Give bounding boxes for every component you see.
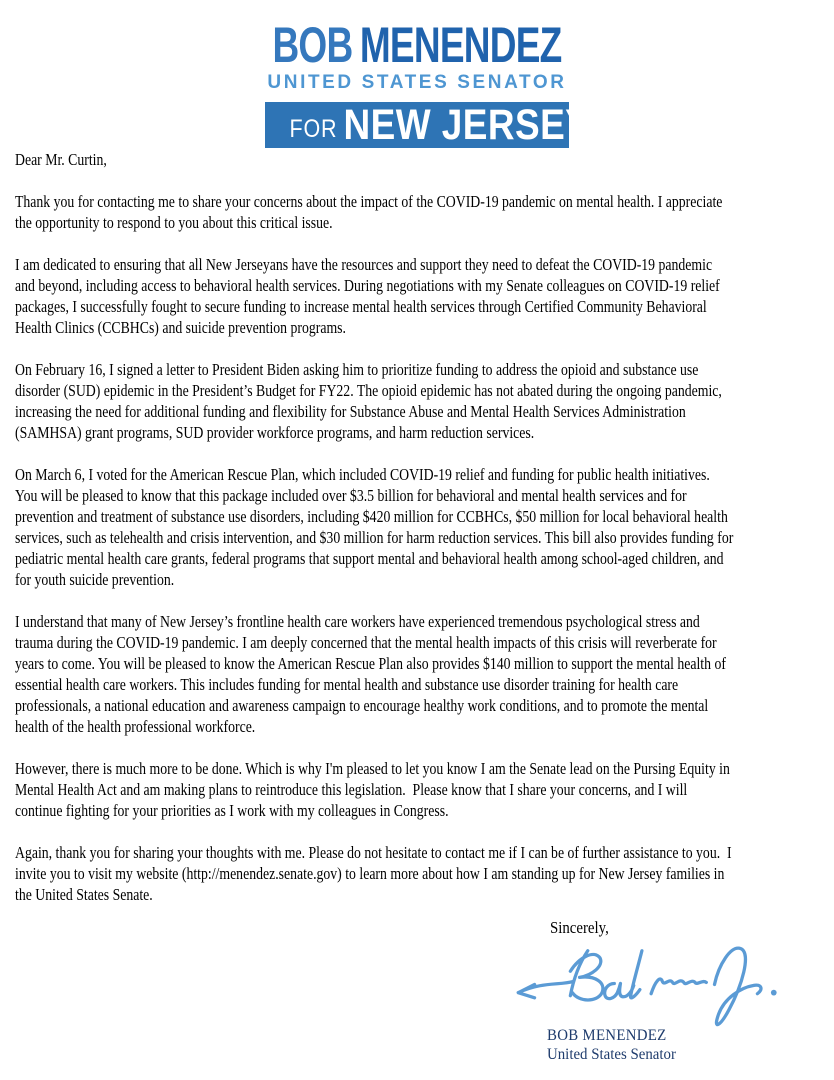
text-line: invite you to visit my website (http://menendez.senate.gov) to learn more about how I am standing up for New Jersey families in: [15, 864, 725, 883]
text-line: Health Clinics (CCBHCs) and suicide prevention programs.: [15, 318, 346, 337]
letterhead: [0, 17, 834, 149]
signer-block: [547, 1027, 686, 1064]
text-line: disorder (SUD) epidemic in the President’s Budget for FY22. The opioid epidemic has not abated during the ongoing pandemic,: [15, 381, 722, 400]
paragraph: [15, 359, 825, 443]
letterhead-first-name: BOB: [272, 17, 353, 73]
text-line: (SAMHSA) grant programs, SUD provider workforce programs, and harm reduction services.: [15, 423, 535, 442]
text-line: and beyond, including access to behavioral health services. During negotiations with my Senate colleagues on COVID-19 relief: [15, 276, 720, 295]
text-line: the opportunity to respond to you about this critical issue.: [15, 213, 333, 232]
text-line: However, there is much more to be done. Which is why I'm pleased to let you know I am the Senate lead on the Pursing Equity in: [15, 759, 730, 778]
signer-name: BOB MENENDEZ: [547, 1027, 667, 1044]
paragraph: [15, 842, 825, 905]
text-line: the United States Senate.: [15, 885, 153, 904]
letterhead-subtitle: UNITED STATES SENATOR: [267, 72, 567, 93]
text-line: I am dedicated to ensuring that all New Jerseyans have the resources and support they need to defeat the COVID-19 pandemic: [15, 255, 713, 274]
text-line: On February 16, I signed a letter to President Biden asking him to prioritize funding to address the opioid and substance use: [15, 360, 699, 379]
text-line: services, such as telehealth and crisis intervention, and $30 million for harm reduction services. This bill also provides funding for: [15, 528, 734, 547]
letter-body-wrap: [15, 149, 825, 926]
paragraph: [15, 464, 825, 590]
paragraph: [15, 758, 825, 821]
letterhead-last-name: MENENDEZ: [359, 17, 562, 73]
text-line: trauma during the COVID-19 pandemic. I am deeply concerned that the mental health impacts of this crisis will reverberate for: [15, 633, 717, 652]
paragraph: [15, 254, 825, 338]
closing-salutation: Sincerely,: [550, 918, 609, 937]
text-line: Again, thank you for sharing your thoughts with me. Please do not hesitate to contact me if I can be of further assistance to you. I: [15, 843, 732, 862]
letterhead-name: [108, 17, 725, 73]
greeting: Dear Mr. Curtin,: [15, 150, 107, 169]
text-line: increasing the need for additional funding and flexibility for Substance Abuse and Mental Health Services Administration: [15, 402, 686, 421]
text-line: packages, I successfully fought to secure funding to increase mental health services through Certified Community Behavioral: [15, 297, 707, 316]
signature-image: [508, 936, 784, 1034]
text-line: professionals, a national education and awareness campaign to encourage healthy work conditions, and to promote the mental: [15, 696, 709, 715]
text-line: Thank you for contacting me to share your concerns about the impact of the COVID-19 pandemic on mental health. I appreciate: [15, 192, 723, 211]
text-line: continue fighting for your priorities as I work with my colleagues in Congress.: [15, 801, 449, 820]
text-line: Mental Health Act and am making plans to reintroduce this legislation. Please know that I share your concerns, and I will: [15, 780, 688, 799]
letterhead-banner: [265, 101, 591, 149]
text-line: health of the health professional workforce.: [15, 717, 256, 736]
text-line: essential health care workers. This includes funding for mental health and substance use disorder training for health care: [15, 675, 679, 694]
text-line: for youth suicide prevention.: [15, 570, 175, 589]
text-line: pediatric mental health care grants, federal programs that support mental and behavioral health among school-aged children, and: [15, 549, 724, 568]
text-line: prevention and treatment of substance use disorders, including $420 million for CCBHCs, $50 million for local behavioral health: [15, 507, 728, 526]
paragraph: [15, 191, 825, 233]
text-line: On March 6, I voted for the American Rescue Plan, which included COVID-19 relief and funding for public health initiatives.: [15, 465, 710, 484]
text-line: I understand that many of New Jersey’s frontline health care workers have experienced tremendous psychological stress and: [15, 612, 700, 631]
banner-for-label: FOR: [289, 115, 338, 143]
banner-state-label: NEW JERSEY: [343, 101, 591, 149]
text-line: years to come. You will be pleased to know the American Rescue Plan also provides $140 million to support the mental health of: [15, 654, 726, 673]
paragraph: [15, 611, 825, 737]
letter-body: [15, 191, 825, 905]
text-line: You will be pleased to know that this package included over $3.5 billion for behavioral and mental health services and for: [15, 486, 687, 505]
signer-title: United States Senator: [547, 1045, 676, 1063]
